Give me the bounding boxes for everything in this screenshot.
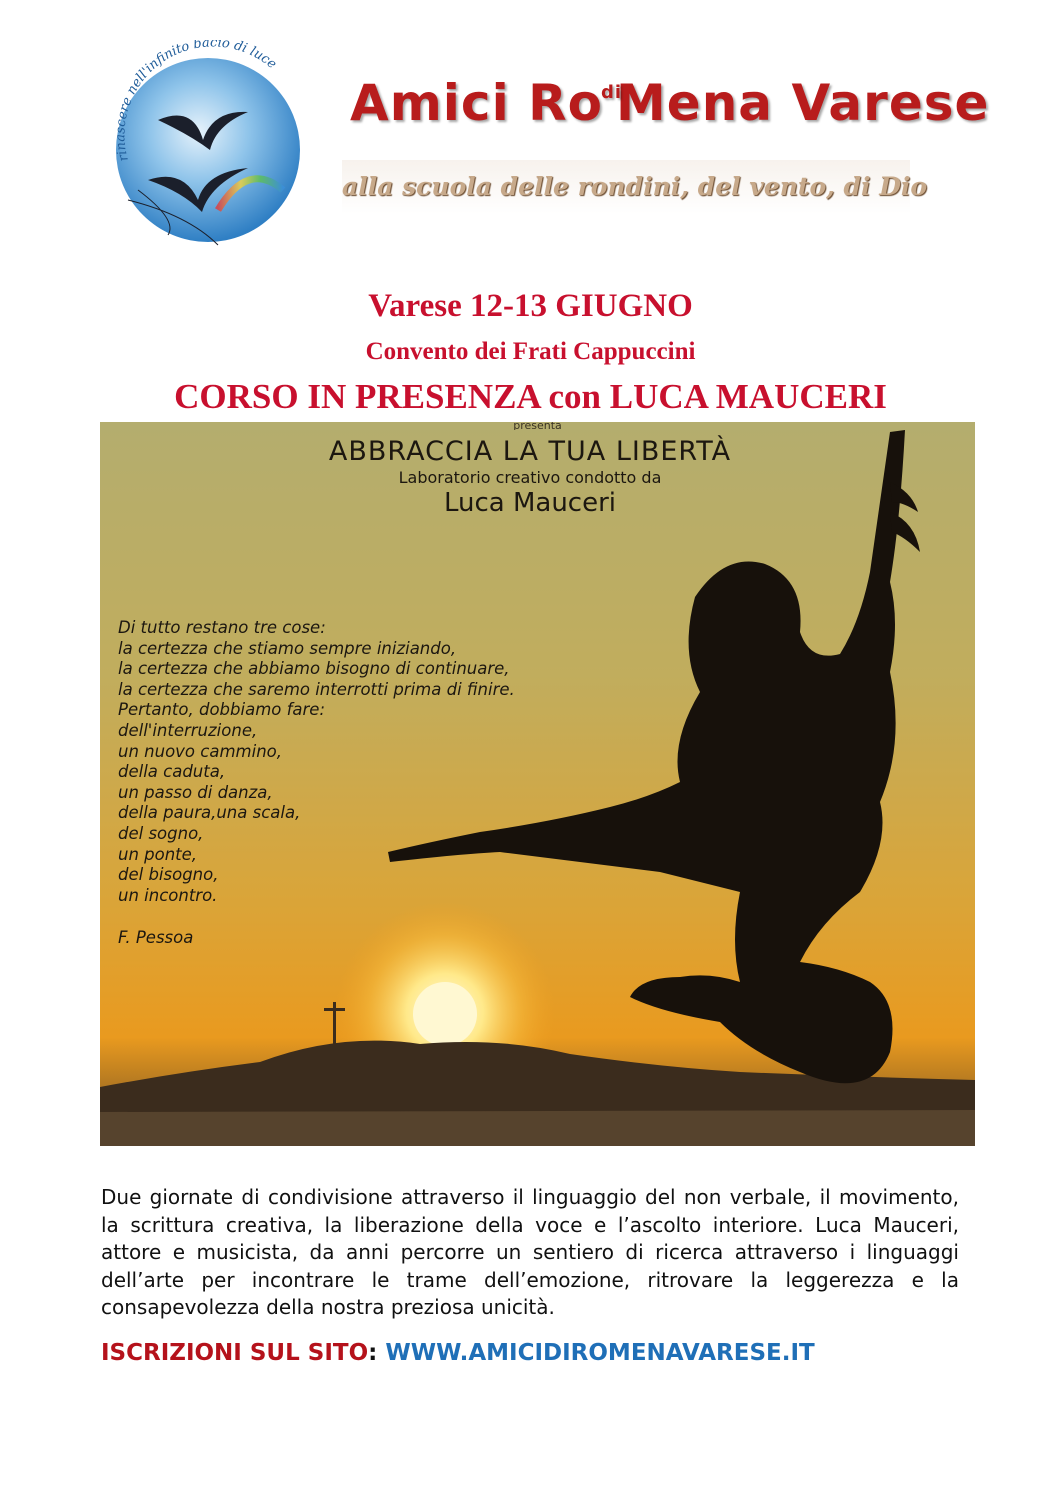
poem-line: del sogno, xyxy=(118,823,204,843)
poem-line: Di tutto restano tre cose: xyxy=(118,618,326,637)
swallow-logo xyxy=(98,40,320,250)
poem-line: della caduta, xyxy=(118,762,226,782)
brand-title-di: di xyxy=(600,82,623,103)
brand-title-part2: Mena Varese xyxy=(616,74,990,132)
poem-line: la certezza che stiamo sempre iniziando, xyxy=(118,638,457,658)
poem-author: F. Pessoa xyxy=(118,928,194,947)
poster-subtitle: Laboratorio creativo condotto da xyxy=(398,468,662,487)
poem-line: la certezza che abbiamo bisogno di continuare, xyxy=(118,659,510,679)
registration-colon: : xyxy=(368,1340,378,1366)
poster-title: ABBRACCIA LA TUA LIBERTÀ xyxy=(328,436,732,467)
event-description: Due giornate di condivisione attraverso il linguaggio del non verbale, il movimento, la scrittura creativa, la liberazione della voce e l’ascolto interiore. Luca Mauceri, attore e musicista, da anni percorre un sentiero di ricerca attraverso i linguaggi dell’arte per incontrare le trame dell’emozione, ritrovare la leggerezza e la consapevolezza della nostra preziosa unicità. xyxy=(101,1185,959,1319)
poem-line: un nuovo cammino, xyxy=(118,741,282,761)
poem-line: un incontro. xyxy=(118,885,218,905)
poem-line: Pertanto, dobbiamo fare: xyxy=(118,700,326,720)
poster-header: presenta xyxy=(513,422,562,430)
registration-url-link[interactable]: WWW.AMICIDIROMENAVARESE.IT xyxy=(385,1340,815,1366)
registration-line xyxy=(101,1340,971,1366)
poem-line: dell'interruzione, xyxy=(118,720,258,740)
event-course-title: CORSO IN PRESENZA con LUCA MAUCERI xyxy=(174,377,887,416)
poster-author: Luca Mauceri xyxy=(443,488,617,518)
svg-text:rinascere nell'infinito bacio: rinascere nell'infinito bacio di luce xyxy=(113,40,280,163)
poster-image xyxy=(100,422,975,1146)
poem-line: del bisogno, xyxy=(118,865,219,885)
poem xyxy=(118,618,515,906)
poem-line: un passo di danza, xyxy=(118,782,273,802)
event-venue: Convento dei Frati Cappuccini xyxy=(365,338,696,365)
poem-line: la certezza che saremo interrotti prima di finire. xyxy=(118,679,515,699)
brand-tagline: alla scuola delle rondini, del vento, di Dio xyxy=(342,160,910,214)
poem-line: un ponte, xyxy=(118,844,198,864)
registration-label: ISCRIZIONI SUL SITO xyxy=(101,1340,369,1366)
brand-title xyxy=(350,68,990,138)
event-date: Varese 12-13 GIUGNO xyxy=(368,288,693,324)
brand-title-part1: Amici Ro xyxy=(350,74,603,132)
poem-line: della paura,una scala, xyxy=(118,803,301,823)
